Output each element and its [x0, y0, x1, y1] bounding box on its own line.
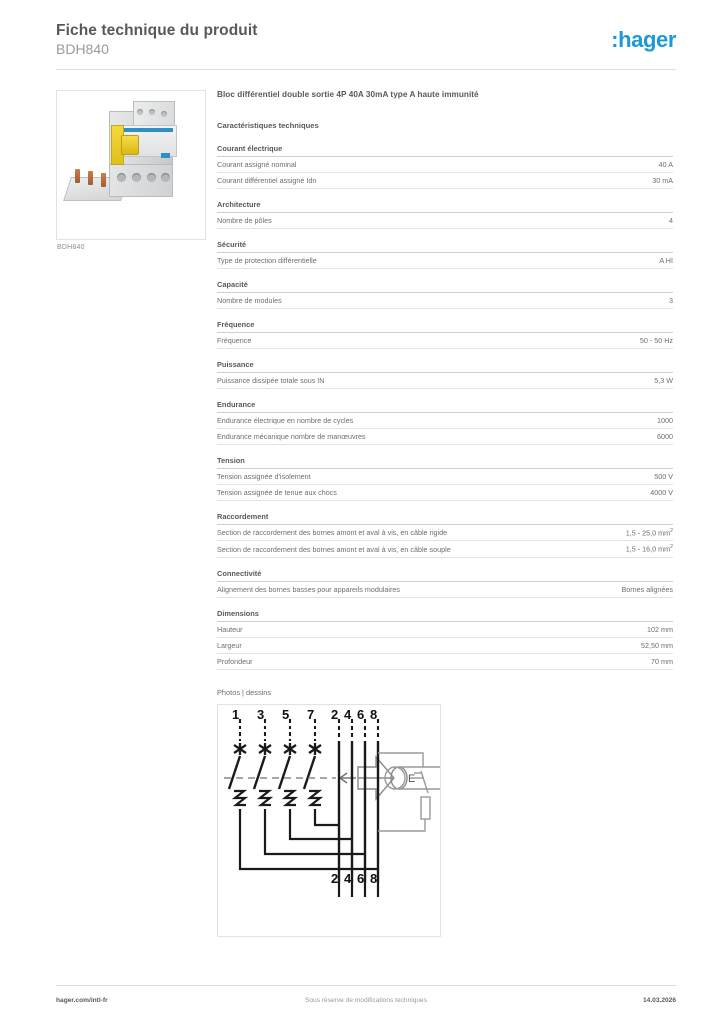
spec-label: Tension assignée d'isolement [217, 472, 311, 481]
photos-heading: Photos | dessins [217, 687, 272, 697]
product-blue-stripe [121, 128, 173, 132]
spec-value: 3 [669, 296, 673, 305]
spec-label: Endurance électrique en nombre de cycles [217, 416, 354, 425]
spec-row [217, 253, 673, 269]
terminal-label-top-7: 7 [307, 706, 315, 722]
product-screw [137, 109, 143, 115]
spec-group [217, 280, 673, 309]
terminal-label-topright-4: 4 [344, 706, 352, 722]
spec-label: Endurance mécanique nombre de manœuvres [217, 432, 366, 441]
product-pin [101, 173, 106, 187]
content-column [217, 90, 673, 937]
spec-group-title: Fréquence [217, 320, 673, 333]
spec-group [217, 240, 673, 269]
spec-value: A HI [659, 256, 673, 265]
product-image [56, 90, 206, 240]
spec-value-exponent: 2 [670, 528, 673, 534]
spec-group-title: Endurance [217, 400, 673, 413]
page-header [56, 22, 676, 70]
terminal-label-topright-2: 2 [331, 706, 339, 722]
spec-group [217, 400, 673, 445]
spec-row [217, 622, 673, 638]
spec-group-title: Courant électrique [217, 144, 673, 157]
spec-row [217, 654, 673, 670]
spec-value: 500 V [654, 472, 673, 481]
header-divider [56, 69, 676, 70]
footer-website[interactable]: hager.com/intl-fr [56, 997, 108, 1004]
product-terminal-hole [132, 173, 141, 182]
spec-group [217, 512, 673, 558]
spec-label: Fréquence [217, 336, 252, 345]
spec-label: Type de protection différentielle [217, 256, 317, 265]
spec-value-text: 1,5 - 16,0 mm [625, 544, 671, 554]
spec-label: Section de raccordement des bornes amont et aval à vis, en câble rigide [217, 528, 448, 538]
page-subtitle: BDH840 [56, 41, 109, 57]
spec-value: 4000 V [650, 488, 673, 497]
spec-label: Nombre de modules [217, 296, 282, 305]
spec-label: Section de raccordement des bornes amont et aval à vis, en câble souple [217, 544, 451, 554]
specs-heading: Caractéristiques techniques [217, 121, 319, 130]
footer-disclaimer: Sous réserve de modifications techniques [304, 997, 428, 1004]
product-image-caption: BDH840 [57, 244, 85, 251]
product-terminal-hole [117, 173, 126, 182]
spec-value [626, 528, 673, 537]
spec-group-title: Capacité [217, 280, 673, 293]
product-terminal-hole [161, 173, 170, 182]
spec-row [217, 541, 673, 557]
spec-row [217, 582, 673, 598]
product-pin [88, 171, 93, 185]
spec-label: Largeur [217, 640, 242, 650]
spec-value: 4 [669, 216, 673, 225]
product-screw [149, 109, 155, 115]
specs-table [217, 144, 673, 670]
spec-value: 1000 [657, 416, 673, 425]
spec-group-title: Connectivité [217, 569, 673, 582]
spec-label: Alignement des bornes basses pour appareils modulaires [217, 584, 400, 594]
spec-value: 52,50 mm [641, 640, 673, 650]
spec-value: 30 mA [652, 176, 673, 185]
product-description: Bloc différentiel double sortie 4P 40A 30mA type A haute immunité [217, 90, 479, 99]
spec-label: Tension assignée de tenue aux chocs [217, 488, 337, 497]
spec-label: Hauteur [217, 624, 243, 634]
spec-row [217, 638, 673, 654]
spec-row [217, 485, 673, 501]
spec-row [217, 413, 673, 429]
wiring-diagram [217, 704, 441, 937]
spec-group-title: Raccordement [217, 512, 673, 525]
spec-group [217, 609, 673, 670]
spec-group [217, 360, 673, 389]
spec-group-title: Sécurité [217, 240, 673, 253]
spec-row [217, 213, 673, 229]
spec-value: 40 A [658, 160, 673, 169]
footer-date: 14.03.2026 [642, 997, 676, 1004]
spec-label: Puissance dissipée totale sous IN [217, 376, 325, 385]
spec-row [217, 157, 673, 173]
spec-group-title: Architecture [217, 200, 673, 213]
product-lever [121, 135, 139, 155]
spec-group [217, 200, 673, 229]
spec-group [217, 456, 673, 501]
spec-row [217, 173, 673, 189]
spec-row [217, 525, 673, 541]
product-screw [161, 111, 167, 117]
spec-value [626, 544, 673, 553]
spec-label: Courant assigné nominal [217, 160, 297, 169]
product-blue-chip [161, 153, 170, 158]
terminal-label-topright-8: 8 [370, 706, 378, 722]
spec-group [217, 569, 673, 598]
spec-value-exponent: 2 [670, 544, 673, 551]
spec-value: 70 mm [651, 656, 673, 666]
spec-value: 50 - 50 Hz [639, 336, 673, 345]
spec-group-title: Dimensions [217, 609, 673, 622]
spec-row [217, 469, 673, 485]
spec-group [217, 144, 673, 189]
spec-label: Courant différentiel assigné Idn [217, 176, 317, 185]
terminal-label-top-5: 5 [282, 706, 290, 722]
spec-value: 5,3 W [654, 376, 673, 385]
spec-row [217, 373, 673, 389]
wiring-diagram-svg [218, 705, 440, 936]
hager-logo: :hager [611, 27, 676, 52]
terminal-label-bottom-6: 6 [357, 870, 365, 886]
terminal-label-top-1: 1 [232, 706, 240, 722]
spec-row [217, 429, 673, 445]
product-terminal-hole [147, 173, 156, 182]
spec-value: 6000 [657, 432, 673, 441]
terminal-label-top-3: 3 [257, 706, 265, 722]
spec-label: Nombre de pôles [217, 216, 272, 225]
footer-divider [56, 985, 676, 986]
test-label-e: E [408, 772, 416, 785]
page-footer [56, 997, 676, 1009]
spec-group-title: Tension [217, 456, 673, 469]
terminal-label-bottom-2: 2 [331, 870, 339, 886]
spec-value: Bornes alignées [621, 584, 673, 594]
terminal-label-bottom-8: 8 [370, 870, 378, 886]
spec-value: 102 mm [647, 624, 673, 634]
page-title: Fiche technique du produit [56, 22, 258, 39]
terminal-label-topright-6: 6 [357, 706, 365, 722]
spec-group-title: Puissance [217, 360, 673, 373]
terminal-label-bottom-4: 4 [344, 870, 352, 886]
spec-label: Profondeur [217, 656, 253, 666]
spec-row [217, 333, 673, 349]
spec-row [217, 293, 673, 309]
spec-value-text: 1,5 - 25,0 mm [625, 528, 671, 538]
spec-group [217, 320, 673, 349]
product-pin [75, 169, 80, 183]
